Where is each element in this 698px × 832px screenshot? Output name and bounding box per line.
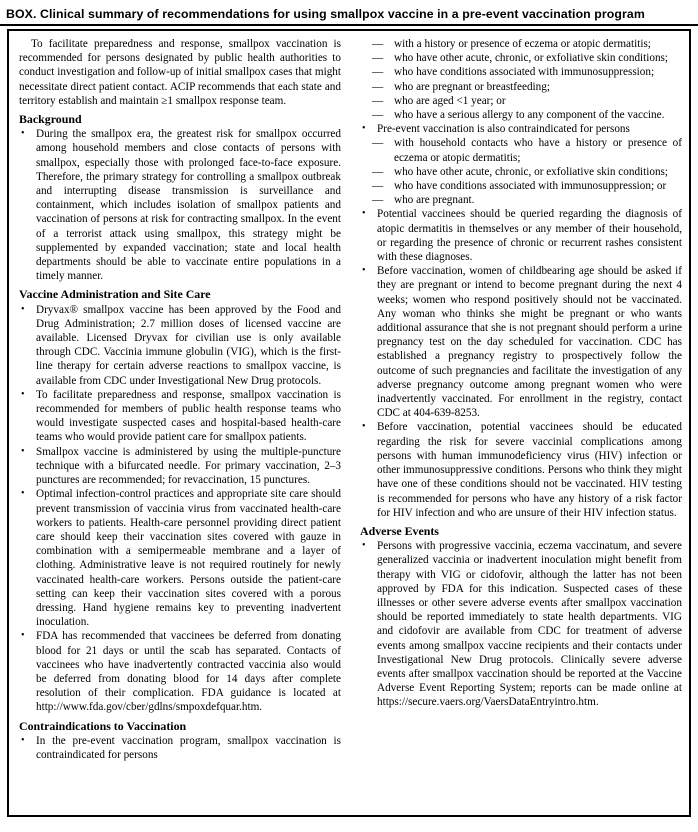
- left-column: [19, 37, 341, 811]
- bullet-item: [360, 264, 682, 420]
- box-title: BOX. Clinical summary of recommendations for using smallpox vaccine in a pre-event vaccination program: [6, 7, 645, 21]
- dash-text: who have other acute, chronic, or exfoliative skin conditions;: [394, 52, 669, 65]
- bullet-text: Persons with progressive vaccinia, eczema vaccinatum, and severe generalized vaccinia or inadvertent inoculation might benefit from therapy with VIG or cidofovir, although the latter has not been approved by FDA for this indication. Suspected cases of these illnesses or other severe adverse events after smallpox vaccination should be reported immediately to state health departments. VIG and cidofovir are available from CDC for treatment of adverse events among smallpox vaccine recipients and their contacts under Investigational New Drug protocols. Clinically severe adverse events after smallpox vaccination should be reported at the Vaccine Adverse Event Reporting System; reports can be made online at https://secure.vaers.org/VaersDataEntryintro.htm.: [377, 540, 682, 709]
- dash-item: [360, 51, 682, 65]
- bullet-item: [360, 420, 682, 519]
- dash-text: who have other acute, chronic, or exfoliative skin conditions;: [394, 165, 669, 178]
- bullet-item: [360, 539, 682, 709]
- bullet-marker: •: [362, 540, 366, 552]
- bullet-marker: •: [362, 208, 366, 220]
- bullet-marker: •: [21, 388, 25, 400]
- dash-marker: —: [372, 80, 384, 93]
- dash-item: [360, 65, 682, 79]
- right-column: [360, 37, 682, 811]
- intro-paragraph: To facilitate preparedness and response, smallpox vaccination is recommended for persons designated by public health authorities to conduct investigation and follow-up of initial smallpox cases that might necessitate direct patient contact. ACIP recommends that each state and territory establish and maintain ≥1 smallpox response team.: [19, 38, 341, 107]
- bullet-text: Dryvax® smallpox vaccine has been approved by the Food and Drug Administration; 2.7 million doses of licensed vaccine are available. Licensed Dryvax for civilian use is only available through CDC. Vaccinia immune globulin (VIG), which is the first-line therapy for certain adverse reactions to smallpox vaccine, is available from CDC under Investigational New Drug protocols.: [36, 303, 341, 387]
- bullet-item: [19, 445, 341, 488]
- summary-box: [7, 29, 691, 817]
- dash-text: with household contacts who have a history or presence of eczema or atopic dermatitis;: [394, 137, 682, 164]
- bullet-text: Before vaccination, potential vaccinees should be educated regarding the risk for severe vaccinial complications among persons with human immunodeficiency virus (HIV) infection or other immunosuppressive conditions. Persons who think they might have one of these conditions should not be vaccinated. HIV testing is recommended for persons who have any history of a risk factor for HIV infection and who are unsure of their HIV infection status.: [377, 421, 682, 519]
- dash-marker: —: [372, 109, 384, 122]
- dash-item: [360, 108, 682, 122]
- bullet-item: [19, 629, 341, 714]
- dash-marker: —: [372, 137, 384, 150]
- dash-item: [360, 193, 682, 207]
- dash-marker: —: [372, 165, 384, 178]
- bullet-marker: •: [21, 630, 25, 642]
- bullet-text: Potential vaccinees should be queried regarding the diagnosis of atopic dermatitis in themselves or any member of their household, or regarding the presence of chronic or recurrent rashes consistent with these diagnoses.: [377, 208, 682, 264]
- bullet-text: FDA has recommended that vaccinees be deferred from donating blood for 21 days or until the scab has separated. Contacts of vaccinees who have inadvertently contracted vaccinia also would be deferred from donating blood for 14 days after complete resolution of their complication. FDA guidance is located at http://www.fda.gov/cber/gdlns/smpoxdefquar.htm.: [36, 630, 341, 714]
- dash-item: [360, 136, 682, 164]
- section-heading-contraindications: Contraindications to Vaccination: [19, 718, 187, 733]
- bullet-marker: •: [21, 303, 25, 315]
- dash-marker: —: [372, 66, 384, 79]
- dash-text: who have conditions associated with immunosuppression; or: [394, 180, 667, 193]
- dash-item: [360, 37, 682, 51]
- bullet-item: [19, 734, 341, 762]
- bullet-item: [19, 487, 341, 629]
- dash-text: who are pregnant.: [394, 194, 475, 207]
- dash-text: who are aged <1 year; or: [394, 94, 506, 107]
- bullet-item: [360, 207, 682, 264]
- dash-item: [360, 165, 682, 179]
- dash-item: [360, 94, 682, 108]
- bullet-marker: •: [362, 265, 366, 277]
- section-heading-administration: Vaccine Administration and Site Care: [19, 287, 211, 302]
- bullet-item: [19, 127, 341, 283]
- bullet-marker: •: [21, 488, 25, 500]
- dash-item: [360, 179, 682, 193]
- bullet-text: Before vaccination, women of childbearing age should be asked if they are pregnant or intend to become pregnant during the next 4 weeks; women who respond positively should not be vaccinated. Any woman who thinks she might be pregnant or who wants additional assurance that she is not pregnant should perform a urine pregnancy test on the day scheduled for vaccination. CDC has established a pregnancy registry to prospectively follow the outcome of such pregnancies and facilitate the investigation of any adverse pregnancy outcome among pregnant women who were inadvertently vaccinated. For enrollment in the registry, contact CDC at 404-639-8253.: [377, 265, 682, 420]
- dash-text: who have conditions associated with immunosuppression;: [394, 66, 655, 79]
- dash-marker: —: [372, 180, 384, 193]
- bullet-text: During the smallpox era, the greatest risk for smallpox occurred among household members and close contacts of persons with smallpox, especially those with prolonged face-to-face exposure. Therefore, the primary strategy for controlling a smallpox outbreak and interrupting disease transmission is surveillance and containment, which includes isolation of smallpox patients and vaccination of persons at risk for contracting smallpox. In the event of a terrorist attack using smallpox, this strategy might be supplemented by expanded vaccination; state and local health departments should be able to vaccinate entire populations in a timely manner.: [36, 128, 341, 283]
- dash-text: who are pregnant or breastfeeding;: [394, 80, 550, 93]
- bullet-marker: •: [362, 421, 366, 433]
- dash-marker: —: [372, 194, 384, 207]
- bullet-text: To facilitate preparedness and response, smallpox vaccination is recommended for members of public health response teams who would investigate suspected cases and hospital-based health-care teams who would provide patient care for smallpox patients.: [36, 388, 341, 444]
- section-heading-adverse-events: Adverse Events: [360, 523, 439, 538]
- bullet-item: [19, 388, 341, 445]
- dash-marker: —: [372, 38, 384, 50]
- bullet-item: [19, 303, 341, 388]
- bullet-text: Pre-event vaccination is also contraindicated for persons: [377, 123, 630, 136]
- section-heading-background: Background: [19, 112, 82, 127]
- bullet-text: Optimal infection-control practices and appropriate site care should prevent transmission of vaccinia virus from vaccinated health-care workers to patients. Health-care personnel providing direct patient care should keep their vaccination sites covered with gauze in combination with a semipermeable membrane and a layer of clothing. Administrative leave is not required routinely for newly vaccinated health-care workers. Persons outside the patient-care setting can keep their vaccination sites covered with a porous dressing. Hand hygiene remains key to preventing inadvertent inoculation.: [36, 488, 341, 629]
- bullet-marker: •: [362, 123, 366, 135]
- bullet-marker: •: [21, 445, 25, 457]
- title-rule: [0, 24, 698, 26]
- bullet-item: [360, 122, 682, 136]
- dash-marker: —: [372, 52, 384, 65]
- bullet-text: In the pre-event vaccination program, smallpox vaccination is contraindicated for persons: [36, 734, 341, 761]
- dash-text: who have a serious allergy to any component of the vaccine.: [394, 109, 665, 122]
- dash-marker: —: [372, 94, 384, 107]
- bullet-marker: •: [21, 734, 25, 746]
- bullet-marker: •: [21, 128, 25, 140]
- bullet-text: Smallpox vaccine is administered by using the multiple-puncture technique with a bifurcated needle. For primary vaccination, 2–3 punctures are recommended; for revaccination, 15 punctures.: [36, 445, 341, 487]
- dash-item: [360, 80, 682, 94]
- dash-text: with a history or presence of eczema or atopic dermatitis;: [394, 38, 651, 50]
